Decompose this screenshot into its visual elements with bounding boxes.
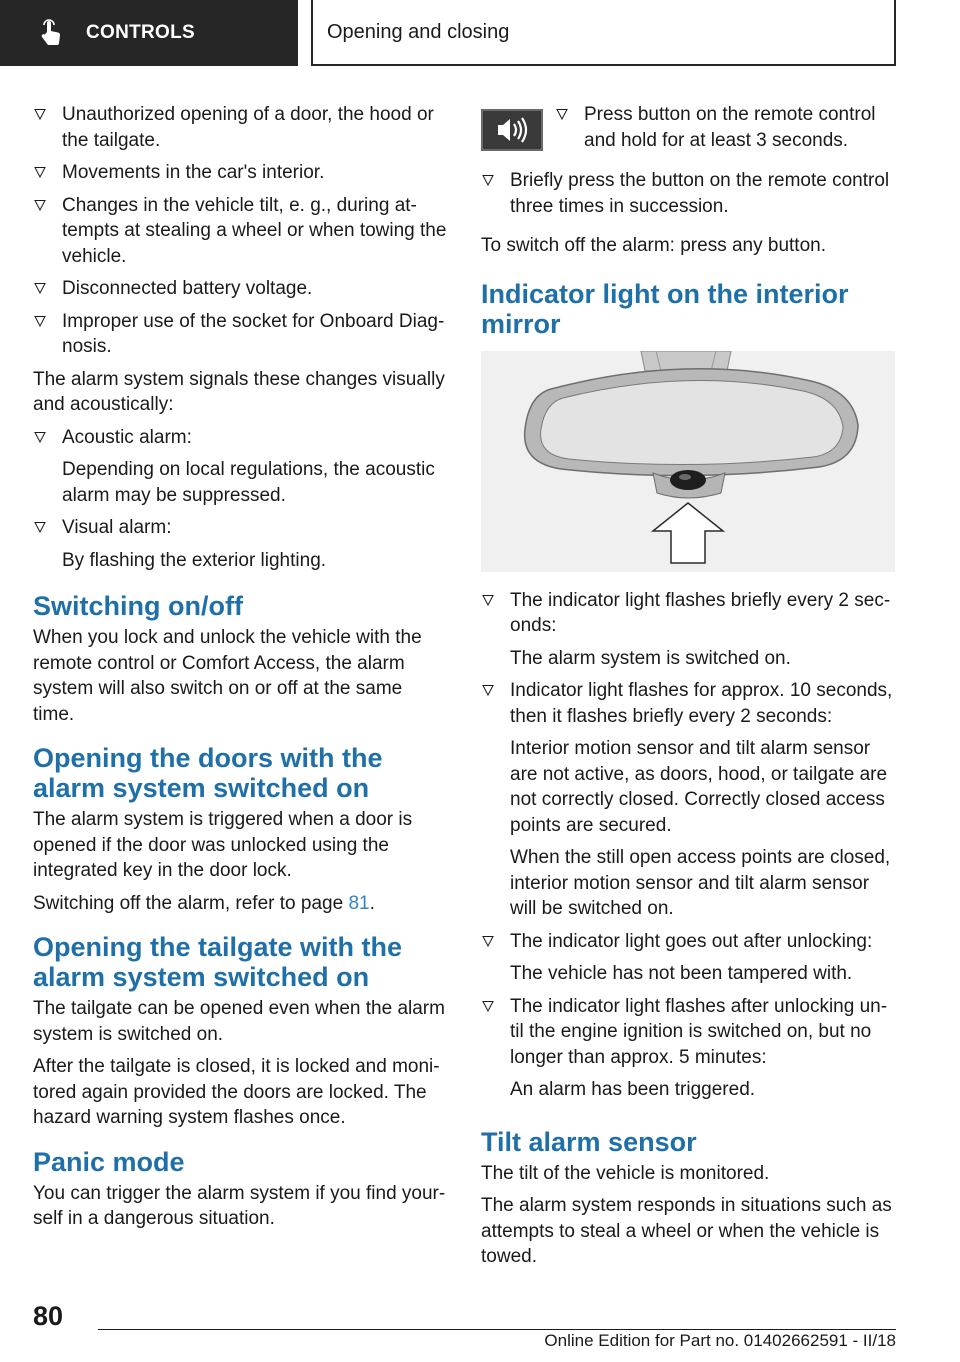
list-item-subtext: An alarm has been triggered. [510, 1079, 756, 1100]
list-item [481, 994, 895, 1103]
left-column [33, 102, 447, 1239]
tailgate-paragraph-2: After the tailgate is closed, it is locked and moni-tored again provided the doors are locked. The hazard warning system flashes once. [33, 1056, 440, 1128]
tailgate-paragraph-1: The tailgate can be opened even when the alarm system is switched on. [33, 998, 445, 1045]
triangle-bullet-icon [34, 315, 46, 327]
list-item-text: The indicator light flashes after unlocking un-til the engine ignition is switched on, but no longer than approx. 5 minutes: [510, 995, 888, 1068]
heading-panic: Panic mode [33, 1146, 185, 1177]
list-item-text: The indicator light flashes briefly every 2 sec-onds: [510, 589, 891, 636]
list-item [33, 276, 447, 302]
list-item-subtext: When the still open access points are closed, interior motion sensor and tilt alarm sensor will be switched on. [510, 847, 891, 919]
triangle-bullet-icon [34, 282, 46, 294]
heading-tilt: Tilt alarm sensor [481, 1126, 697, 1157]
list-item-text: Visual alarm: [62, 517, 172, 538]
triangle-bullet-icon [482, 935, 494, 947]
doors-reference-end: . [369, 892, 375, 914]
list-item [481, 168, 895, 219]
heading-doors: Opening the doors with the alarm system switched on [33, 743, 383, 803]
triangle-bullet-icon [34, 166, 46, 178]
list-item [33, 193, 447, 270]
edition-text: Online Edition for Part no. 01402662591 - II/18 [544, 1331, 896, 1350]
tilt-paragraph-2: The alarm system responds in situations such as attempts to steal a wheel or when the vehicle is towed. [481, 1195, 892, 1267]
triangle-bullet-icon [34, 521, 46, 533]
interior-mirror-illustration [481, 351, 895, 572]
list-item-subtext: By flashing the exterior lighting. [62, 549, 327, 571]
list-item [33, 160, 447, 186]
list-item [481, 929, 895, 987]
press-hold-row [481, 102, 895, 162]
list-item [33, 515, 447, 573]
list-item-subtext: Depending on local regulations, the acoustic alarm may be suppressed. [62, 459, 435, 506]
heading-tailgate: Opening the tailgate with the alarm system switched on [33, 932, 403, 992]
list-item-text: Disconnected battery voltage. [62, 278, 313, 299]
speaker-sound-icon [481, 109, 543, 151]
page-number: 80 [33, 1301, 64, 1331]
list-item-text: Briefly press the button on the remote control three times in succession. [510, 170, 890, 217]
list-item-text: Improper use of the socket for Onboard Diag-nosis. [62, 310, 445, 357]
heading-indicator: Indicator light on the interior mirror [481, 278, 849, 339]
list-item-text: Indicator light flashes for approx. 10 seconds, then it flashes briefly every 2 seconds: [510, 680, 893, 727]
section-label: CONTROLS [86, 22, 196, 43]
footer-divider [98, 1329, 896, 1330]
triangle-bullet-icon [34, 108, 46, 120]
list-item-text: Acoustic alarm: [62, 426, 192, 448]
page-link[interactable]: 81 [348, 892, 370, 914]
doors-paragraph: The alarm system is triggered when a door is opened if the door was unlocked using the integrated key in the door lock. [33, 809, 413, 881]
list-item [33, 425, 447, 509]
chapter-tab [311, 0, 896, 66]
switch-off-paragraph: To switch off the alarm: press any button. [481, 235, 826, 256]
list-item-text: Movements in the car's interior. [62, 162, 325, 183]
triangle-bullet-icon [556, 108, 568, 120]
list-item-subtext: The alarm system is switched on. [510, 647, 791, 669]
list-item [33, 309, 447, 360]
page-header [0, 0, 960, 66]
list-item-text: Press button on the remote control and hold for at least 3 seconds. [584, 104, 876, 151]
triangle-bullet-icon [482, 174, 494, 186]
list-item [481, 588, 895, 672]
triangle-bullet-icon [34, 199, 46, 211]
triangle-bullet-icon [482, 684, 494, 696]
hand-touch-icon [36, 18, 66, 48]
right-column [481, 102, 895, 1277]
panic-paragraph: You can trigger the alarm system if you find your-self in a dangerous situation. [33, 1182, 446, 1229]
list-item-text: Unauthorized opening of a door, the hood or the tailgate. [62, 104, 434, 151]
signals-paragraph: The alarm system signals these changes visually and acoustically: [33, 368, 445, 415]
switching-paragraph: When you lock and unlock the vehicle with the remote control or Comfort Access, the alarm system will also switch on or off at the same time. [33, 627, 422, 725]
section-tab [0, 0, 298, 66]
chapter-label: Opening and closing [327, 20, 510, 43]
triangle-bullet-icon [34, 431, 46, 443]
triangle-bullet-icon [482, 594, 494, 606]
triangle-bullet-icon [482, 1000, 494, 1012]
tilt-paragraph-1: The tilt of the vehicle is monitored. [481, 1162, 770, 1184]
list-item-text: The indicator light goes out after unlocking: [510, 930, 873, 952]
list-item [481, 678, 895, 922]
list-item-subtext: The vehicle has not been tampered with. [510, 963, 853, 984]
doors-reference [33, 891, 447, 917]
list-item [33, 102, 447, 153]
list-item-text: Changes in the vehicle tilt, e. g., during at-tempts at stealing a wheel or when towing the vehicle. [62, 194, 447, 267]
list-item [555, 102, 895, 153]
list-item-subtext: Interior motion sensor and tilt alarm sensor are not active, as doors, hood, or tailgate are not correctly closed. Correctly closed access points are secured. [510, 738, 888, 836]
heading-switching: Switching on/off [33, 591, 243, 621]
doors-reference-text: Switching off the alarm, refer to page [33, 892, 349, 914]
